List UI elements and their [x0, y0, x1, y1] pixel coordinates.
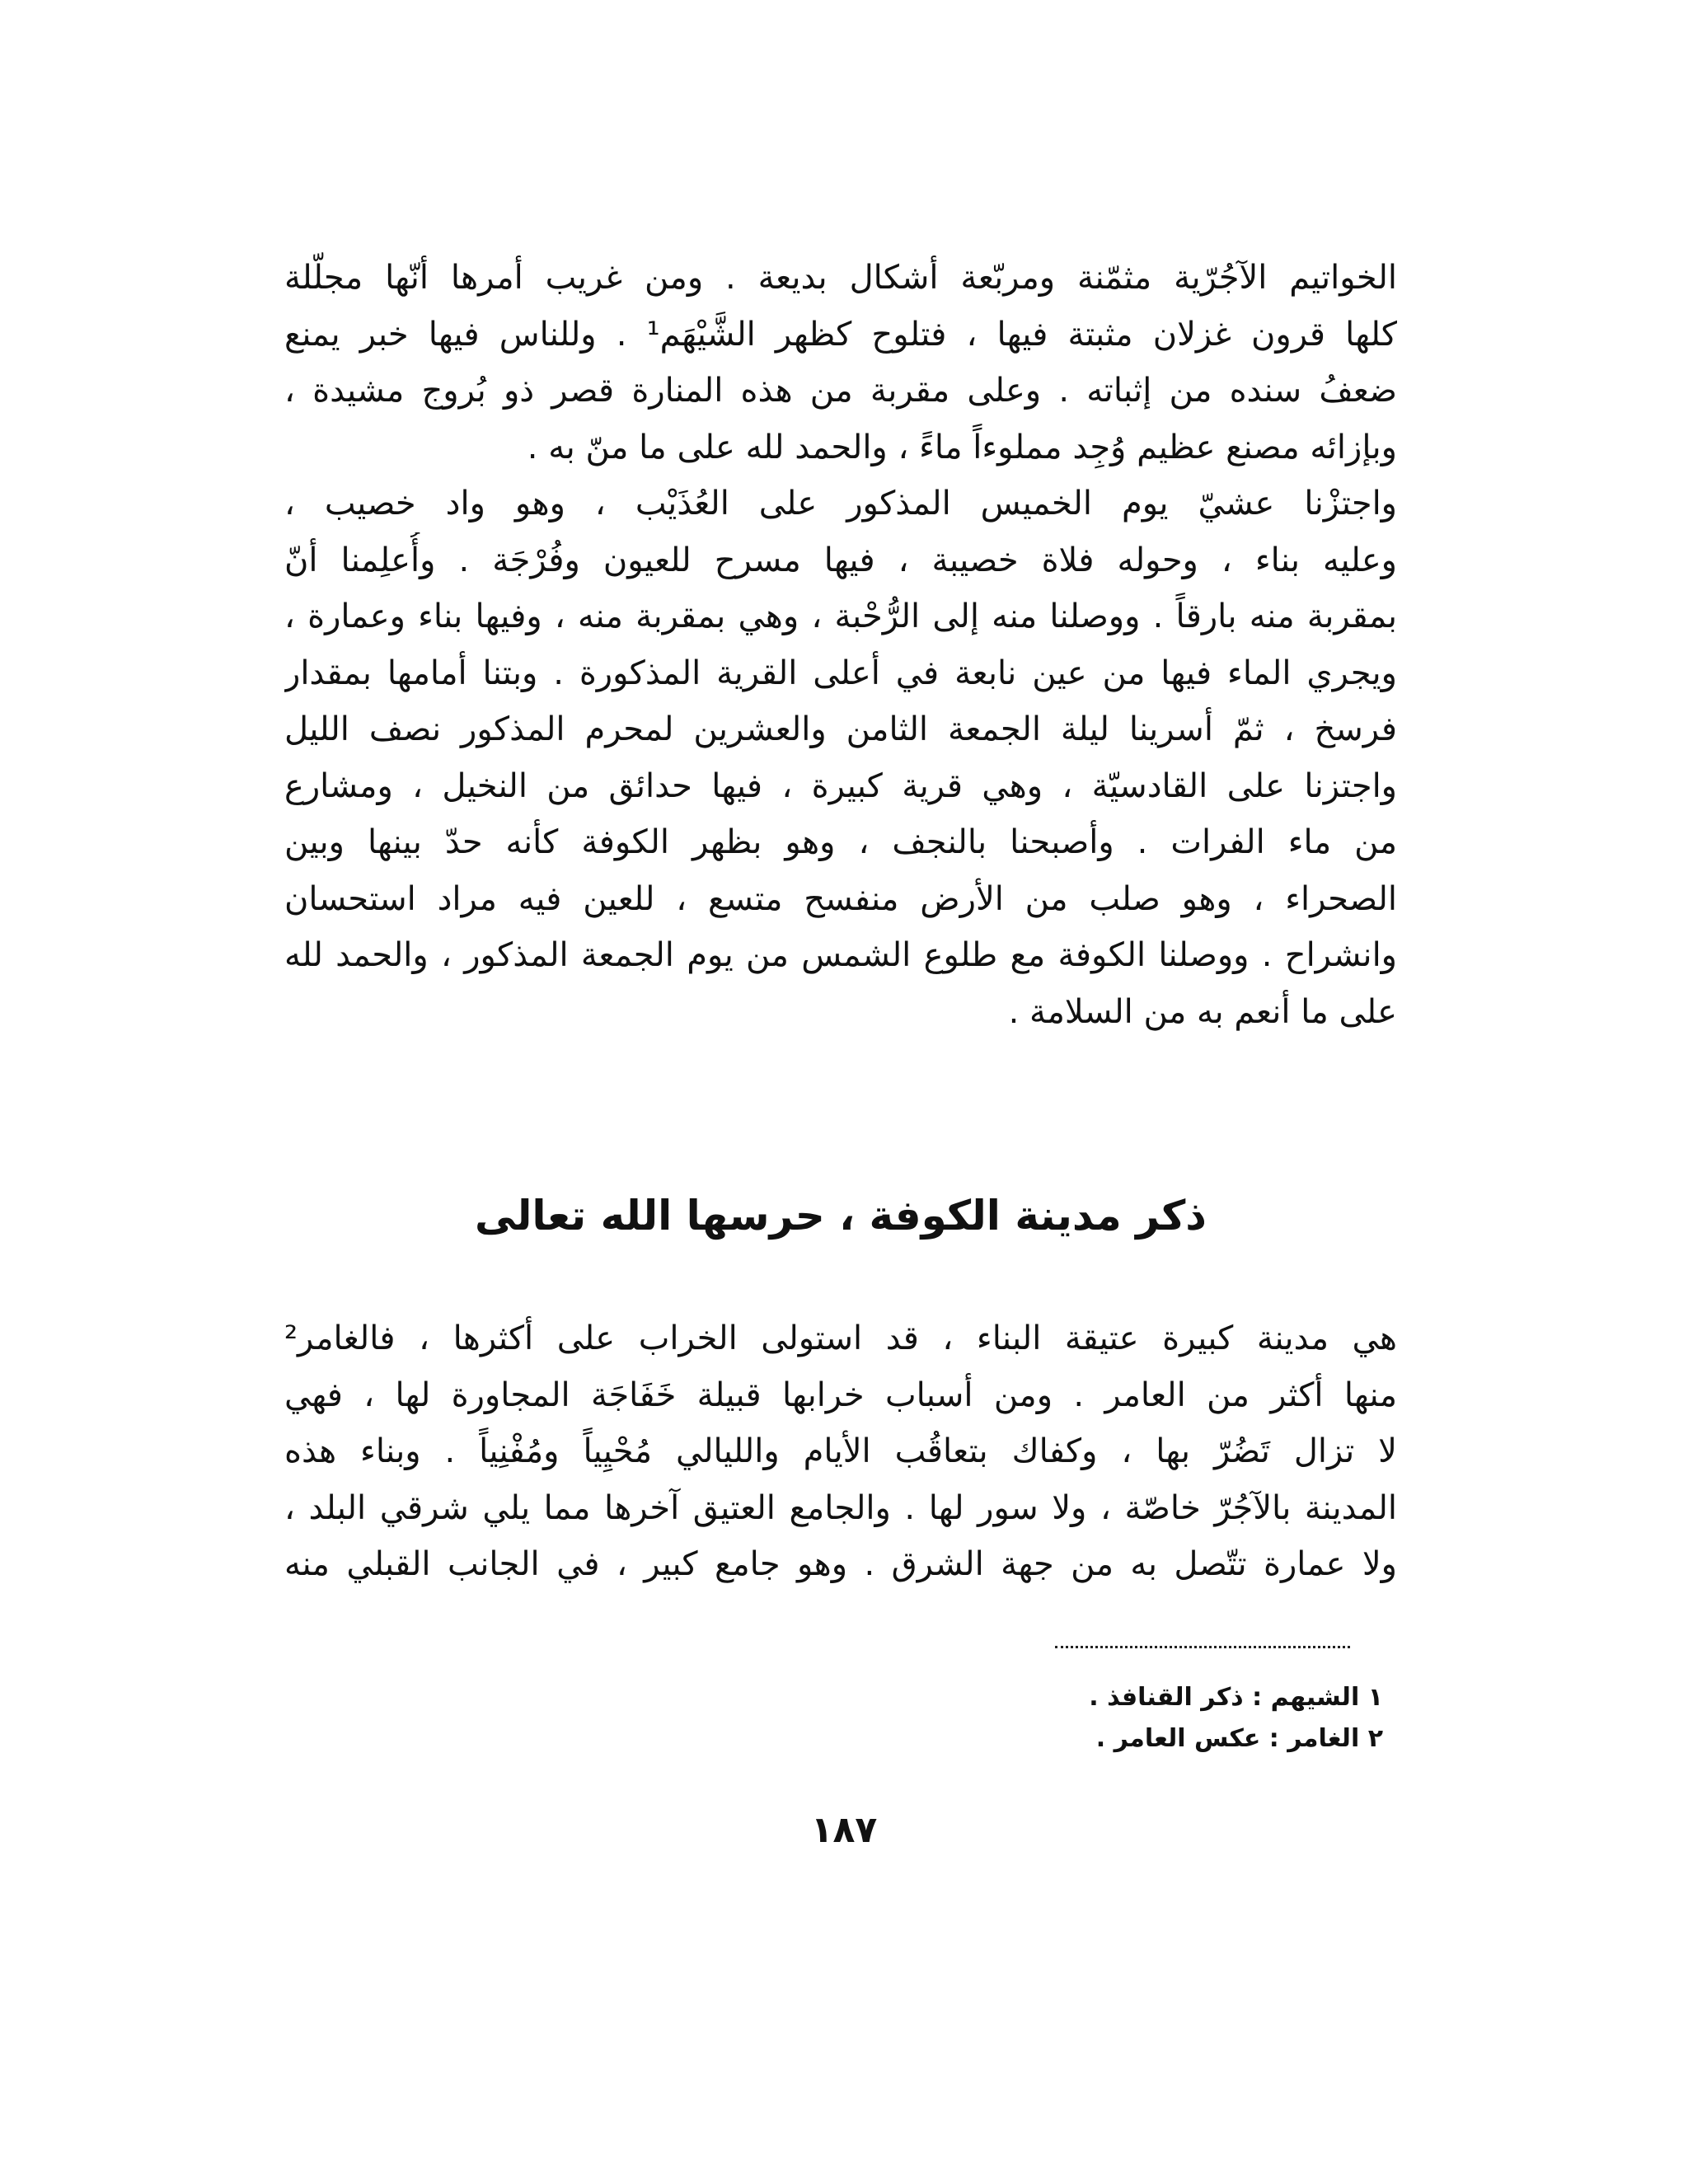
- paragraph-2: [284, 1310, 1397, 1593]
- text-line: على ما أنعم به من السلامة .: [1008, 992, 1397, 1031]
- section-heading: ذكر مدينة الكوفة ، حرسها الله تعالى: [475, 1192, 1207, 1240]
- text-line: لا تزال تَضُرّ بها ، وكفاك بتعاقُب الأيام والليالي مُحْيِياً ومُفْنِياً . وبناء هذه: [284, 1432, 1397, 1470]
- footnote: ١ الشيهم : ذكر القنافذ .: [1089, 1683, 1383, 1712]
- text-line: وعليه بناء ، وحوله فلاة خصيبة ، فيها مسرح للعيون وفُرْجَة . وأُعلِمنا أنّ: [284, 541, 1397, 579]
- page-number: ١٨٧: [810, 1809, 878, 1851]
- text-line: واجتزْنا عشيّ يوم الخميس المذكور على العُذَيْب ، وهو واد خصيب ،: [284, 485, 1397, 523]
- text-line: فرسخ ، ثمّ أسرينا ليلة الجمعة الثامن والعشرين لمحرم المذكور نصف الليل: [284, 710, 1397, 748]
- text-line: الخواتيم الآجُرّية مثمّنة ومربّعة أشكال بديعة . ومن غريب أمرها أنّها مجلّلة: [284, 259, 1397, 297]
- text-line: ضعفُ سنده من إثباته . وعلى مقربة من هذه المنارة قصر ذو بُروج مشيدة ،: [284, 372, 1397, 410]
- text-line: هي مدينة كبيرة عتيقة البناء ، قد استولى الخراب على أكثرها ، فالغامر²: [284, 1319, 1397, 1357]
- text-line: وبإزائه مصنع عظيم وُجِد مملوءاً ماءً ، والحمد لله على ما منّ به .: [527, 428, 1397, 466]
- paragraph-1: [284, 250, 1397, 1040]
- text-line: منها أكثر من العامر . ومن أسباب خرابها قبيلة خَفَاجَة المجاورة لها ، فهي: [284, 1376, 1397, 1414]
- text-line: بمقربة منه بارقاً . ووصلنا منه إلى الرُّحْبة ، وهي بمقربة منه ، وفيها بناء وعمارة ،: [284, 598, 1397, 635]
- footnote: ٢ الغامر : عكس العامر .: [1095, 1724, 1383, 1753]
- footnote-divider: [1055, 1646, 1350, 1648]
- text-line: وانشراح . ووصلنا الكوفة مع طلوع الشمس من يوم الجمعة المذكور ، والحمد لله: [284, 936, 1397, 974]
- text-line: واجتزنا على القادسيّة ، وهي قرية كبيرة ، فيها حدائق من النخيل ، ومشارع: [284, 766, 1397, 805]
- text-line: الصحراء ، وهو صلب من الأرض منفسح متسع ، للعين فيه مراد استحسان: [284, 879, 1397, 918]
- text-line: كلها قرون غزلان مثبتة فيها ، فتلوح كظهر الشَّيْهَم¹ . وللناس فيها خبر يمنع: [284, 315, 1397, 354]
- text-line: من ماء الفرات . وأصبحنا بالنجف ، وهو بظهر الكوفة كأنه حدّ بينها وبين: [284, 823, 1397, 861]
- text-line: المدينة بالآجُرّ خاصّة ، ولا سور لها . والجامع العتيق آخرها مما يلي شرقي البلد ،: [284, 1488, 1397, 1527]
- text-line: ولا عمارة تتّصل به من جهة الشرق . وهو جامع كبير ، في الجانب القبلي منه: [284, 1545, 1397, 1583]
- footnotes: [724, 1677, 1383, 1760]
- text-line: ويجري الماء فيها من عين نابعة في أعلى القرية المذكورة . وبتنا أمامها بمقدار: [284, 654, 1397, 692]
